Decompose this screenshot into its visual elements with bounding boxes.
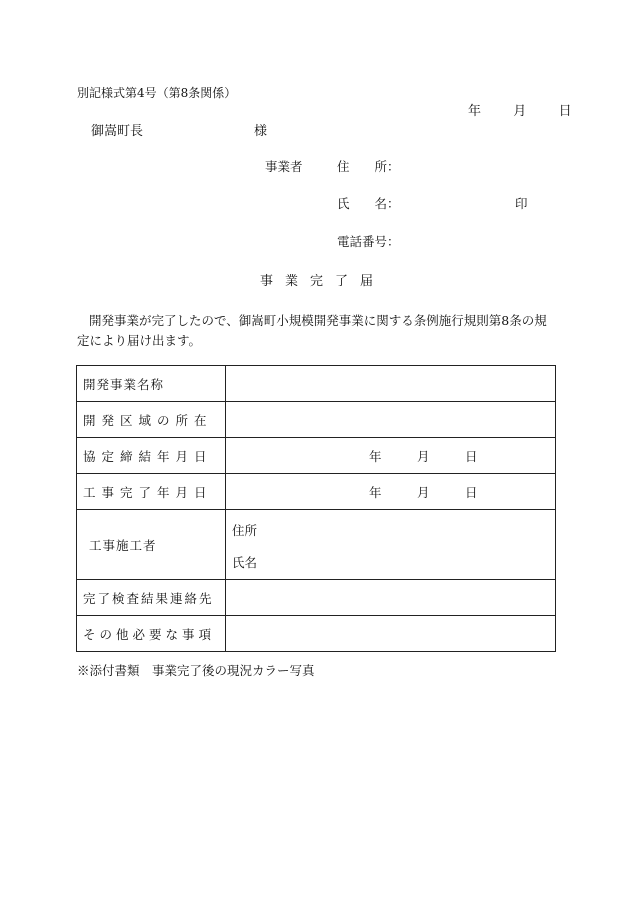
completion-date-field[interactable] <box>226 474 556 510</box>
addressee: 御嵩町長 <box>91 124 144 139</box>
dev-area-location-label: 開発区域の所在 <box>77 402 226 438</box>
agreement-year-label: 年 <box>369 448 382 464</box>
agreement-date-label: 協定締結年月日 <box>77 438 226 474</box>
honorific: 様 <box>254 124 268 139</box>
attachment-note: ※添付書類 事業完了後の現況カラー写真 <box>77 663 315 678</box>
contractor-name-label: 氏名 <box>232 554 258 570</box>
applicant-address-label: 住 所： <box>337 159 400 174</box>
project-name-field[interactable] <box>226 366 556 402</box>
table-row <box>77 616 556 652</box>
inspection-contact-label: 完了検査結果連絡先 <box>77 580 226 616</box>
applicant-name-label: 氏 名： <box>337 196 400 211</box>
body-text: 開発事業が完了したので、御嵩町小規模開発事業に関する条例施行規則第8条の規定により届け出ます。 <box>77 313 547 348</box>
table-row <box>77 580 556 616</box>
contractor-field[interactable] <box>226 510 556 580</box>
seal-mark: 印 <box>515 196 528 211</box>
document-title: 事業完了届 <box>260 274 386 289</box>
other-matters-label: その他必要な事項 <box>77 616 226 652</box>
applicant-role-label: 事業者 <box>265 159 303 174</box>
date-year-label: 年 <box>468 104 482 119</box>
completion-month-label: 月 <box>417 484 430 500</box>
completion-year-label: 年 <box>369 484 382 500</box>
inspection-contact-field[interactable] <box>226 580 556 616</box>
contractor-label: 工事施工者 <box>77 510 226 580</box>
applicant-phone-label: 電話番号： <box>337 234 400 249</box>
project-name-label: 開発事業名称 <box>77 366 226 402</box>
date-day-label: 日 <box>558 104 572 119</box>
contractor-address-label: 住所 <box>232 522 258 538</box>
table-row <box>77 510 556 580</box>
dev-area-location-field[interactable] <box>226 402 556 438</box>
date-month-label: 月 <box>513 104 527 119</box>
table-row <box>77 366 556 402</box>
agreement-day-label: 日 <box>465 448 478 464</box>
completion-form-table <box>76 365 556 652</box>
form-number: 別記様式第4号（第8条関係） <box>77 86 237 100</box>
table-row <box>77 474 556 510</box>
table-row <box>77 402 556 438</box>
completion-day-label: 日 <box>465 484 478 500</box>
agreement-date-field[interactable] <box>226 438 556 474</box>
submission-date <box>468 105 572 118</box>
agreement-month-label: 月 <box>417 448 430 464</box>
table-row <box>77 438 556 474</box>
other-matters-field[interactable] <box>226 616 556 652</box>
completion-date-label: 工事完了年月日 <box>77 474 226 510</box>
